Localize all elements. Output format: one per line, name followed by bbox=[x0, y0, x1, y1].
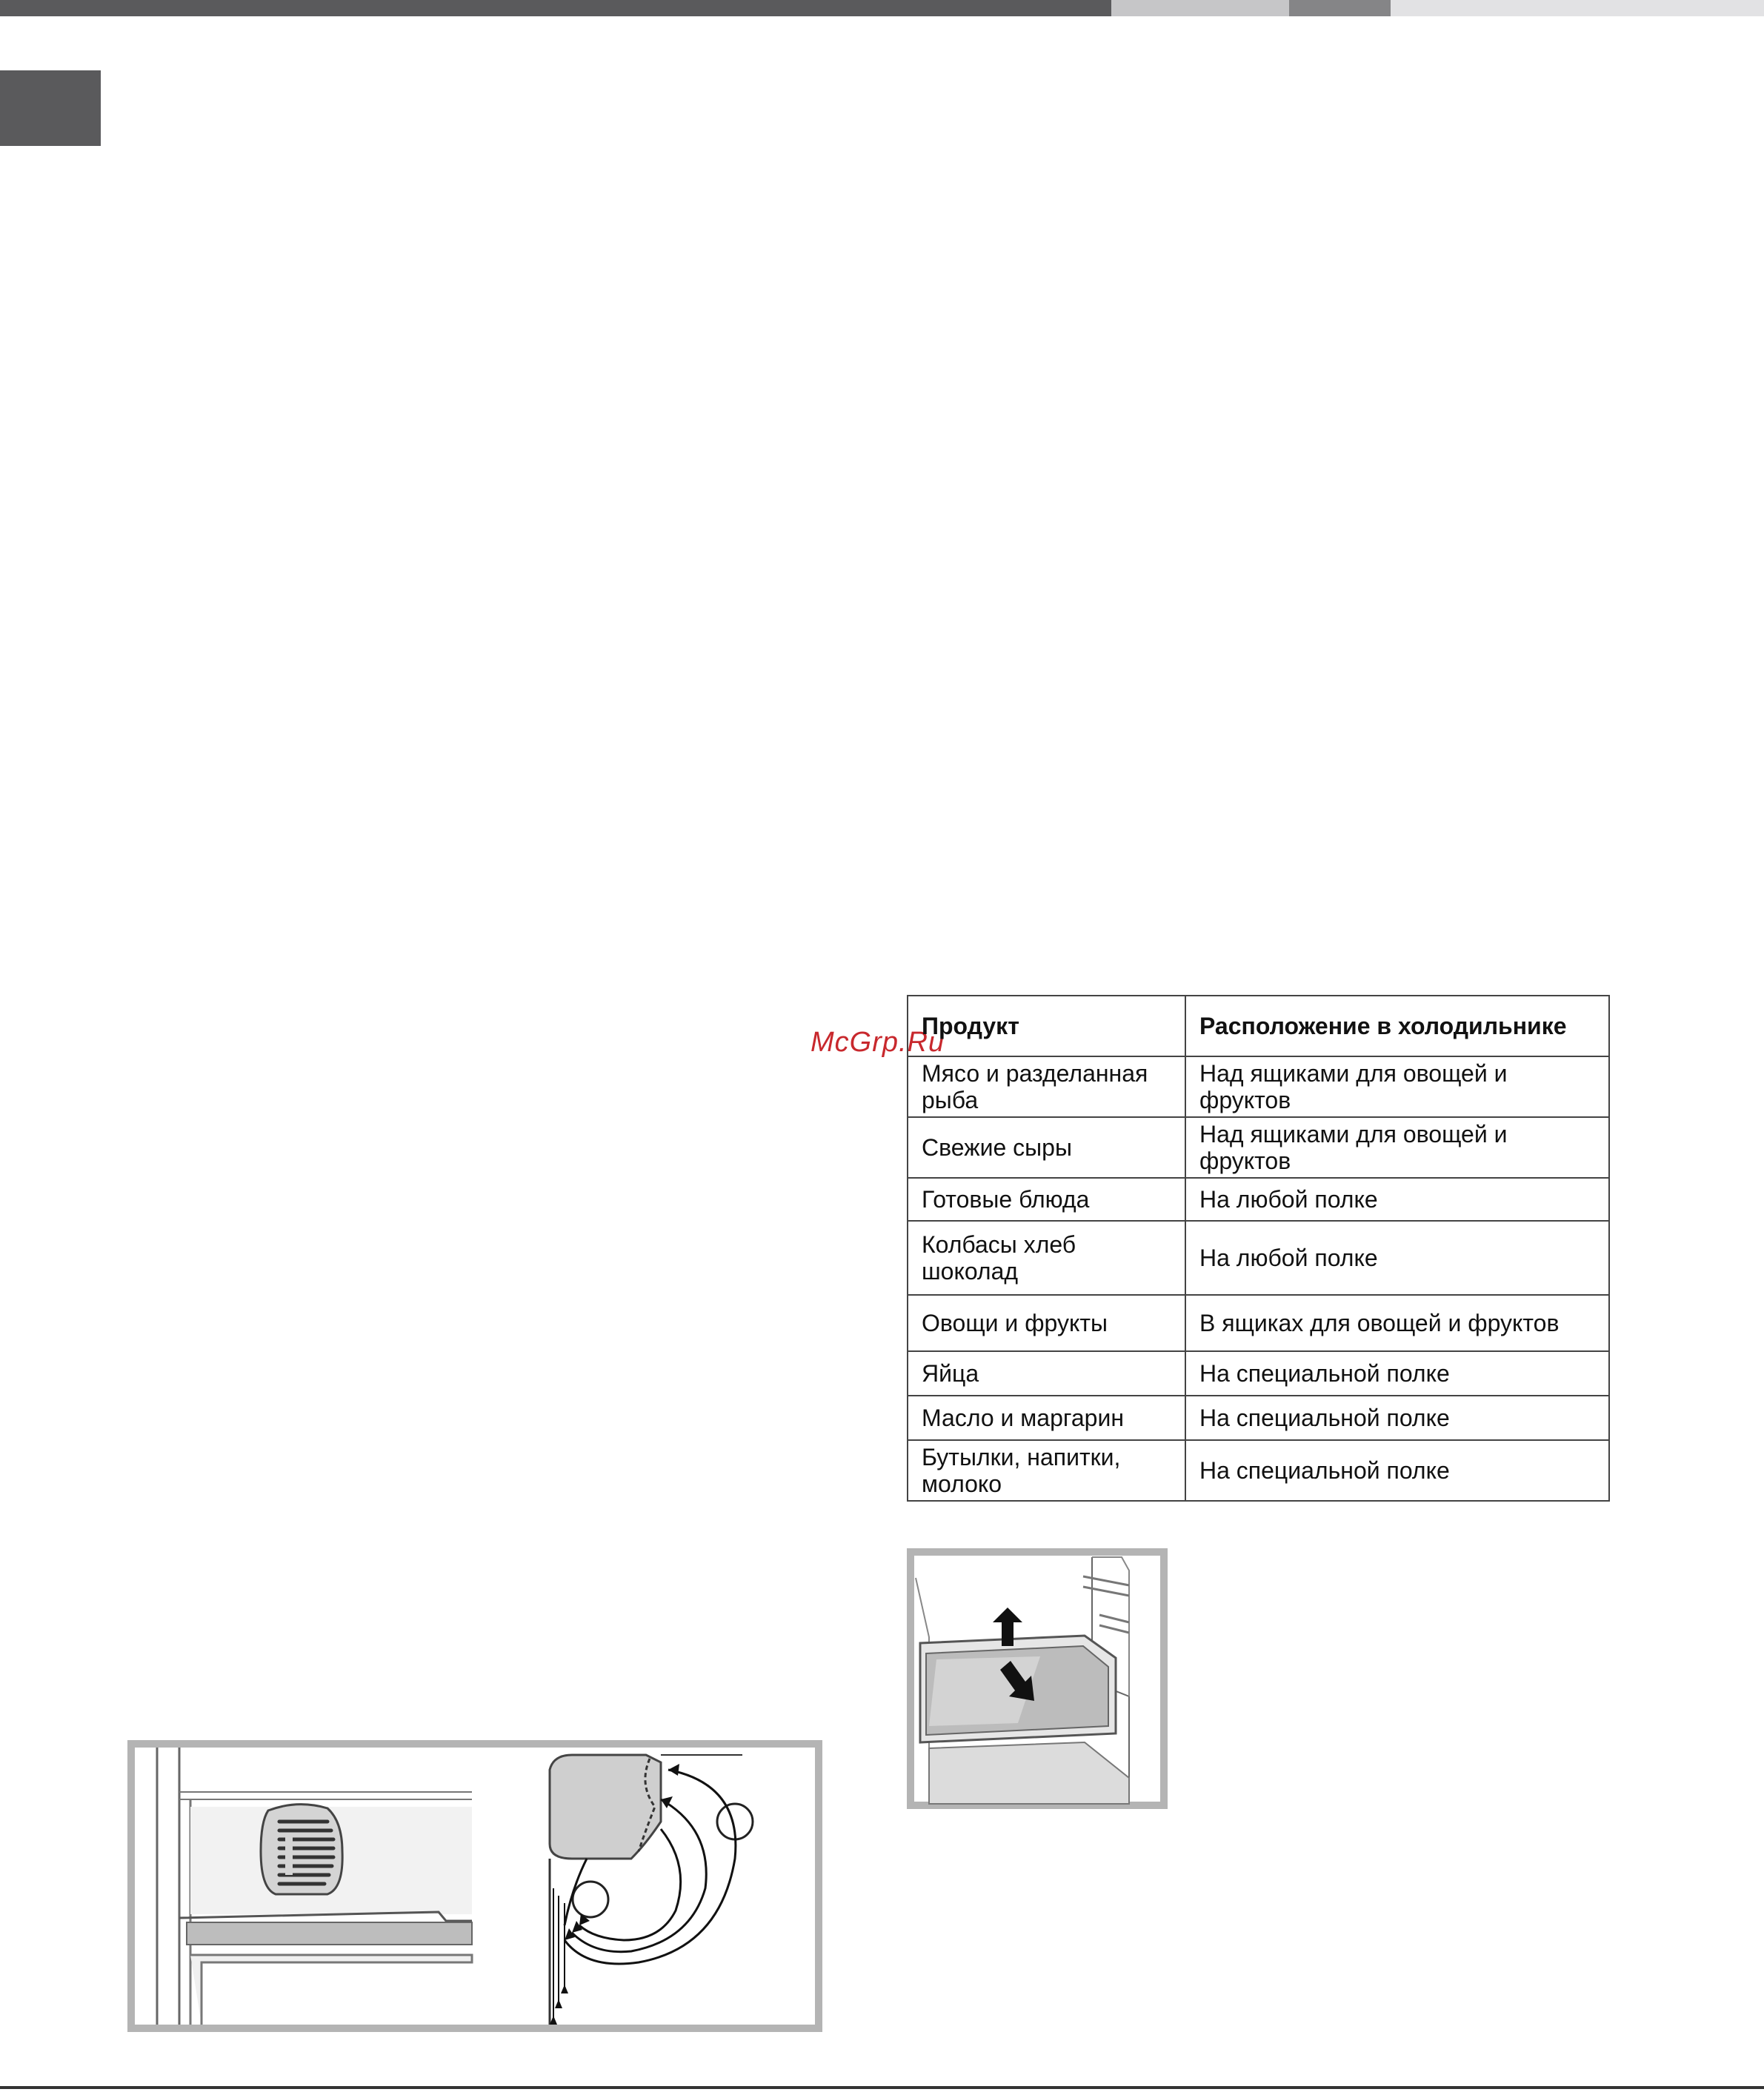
top-bar-segment-pale bbox=[1391, 0, 1764, 16]
top-color-bar bbox=[0, 0, 1764, 16]
location-cell: Над ящиками для овощей и фруктов bbox=[1185, 1117, 1609, 1178]
top-bar-segment-mid bbox=[1289, 0, 1391, 16]
bottom-rule bbox=[0, 2086, 1764, 2089]
location-cell: На любой полке bbox=[1185, 1178, 1609, 1221]
location-cell: На специальной полке bbox=[1185, 1440, 1609, 1501]
location-cell: Над ящиками для овощей и фруктов bbox=[1185, 1056, 1609, 1117]
table-row bbox=[908, 1056, 1609, 1117]
header-location: Расположение в холодильнике bbox=[1185, 996, 1609, 1056]
product-cell: Масло и маргарин bbox=[908, 1396, 1185, 1440]
product-cell: Овощи и фрукты bbox=[908, 1295, 1185, 1351]
section-tab-marker bbox=[0, 70, 101, 146]
product-cell: Мясо и разделанная рыба bbox=[908, 1056, 1185, 1117]
header-product: Продукт bbox=[908, 996, 1185, 1056]
table-row bbox=[908, 1221, 1609, 1295]
product-cell: Колбасы хлеб шоколад bbox=[908, 1221, 1185, 1295]
location-cell: На специальной полке bbox=[1185, 1351, 1609, 1396]
table-row bbox=[908, 1351, 1609, 1396]
location-cell: На любой полке bbox=[1185, 1221, 1609, 1295]
table-row bbox=[908, 1117, 1609, 1178]
food-storage-table bbox=[907, 995, 1610, 1502]
table-row bbox=[908, 1295, 1609, 1351]
product-cell: Бутылки, напитки, молоко bbox=[908, 1440, 1185, 1501]
watermark: McGrp.Ru bbox=[811, 1027, 945, 1058]
product-cell: Готовые блюда bbox=[908, 1178, 1185, 1221]
table-row bbox=[908, 1440, 1609, 1501]
product-cell: Свежие сыры bbox=[908, 1117, 1185, 1178]
table-header-row bbox=[908, 996, 1609, 1056]
location-cell: В ящиках для овощей и фруктов bbox=[1185, 1295, 1609, 1351]
product-cell: Яйца bbox=[908, 1351, 1185, 1396]
fan-airflow-illustration bbox=[127, 1740, 822, 2032]
shelf-removal-illustration bbox=[907, 1548, 1168, 1809]
table-row bbox=[908, 1178, 1609, 1221]
top-bar-segment-light bbox=[1111, 0, 1289, 16]
top-bar-segment-dark bbox=[0, 0, 1111, 16]
table-row bbox=[908, 1396, 1609, 1440]
location-cell: На специальной полке bbox=[1185, 1396, 1609, 1440]
